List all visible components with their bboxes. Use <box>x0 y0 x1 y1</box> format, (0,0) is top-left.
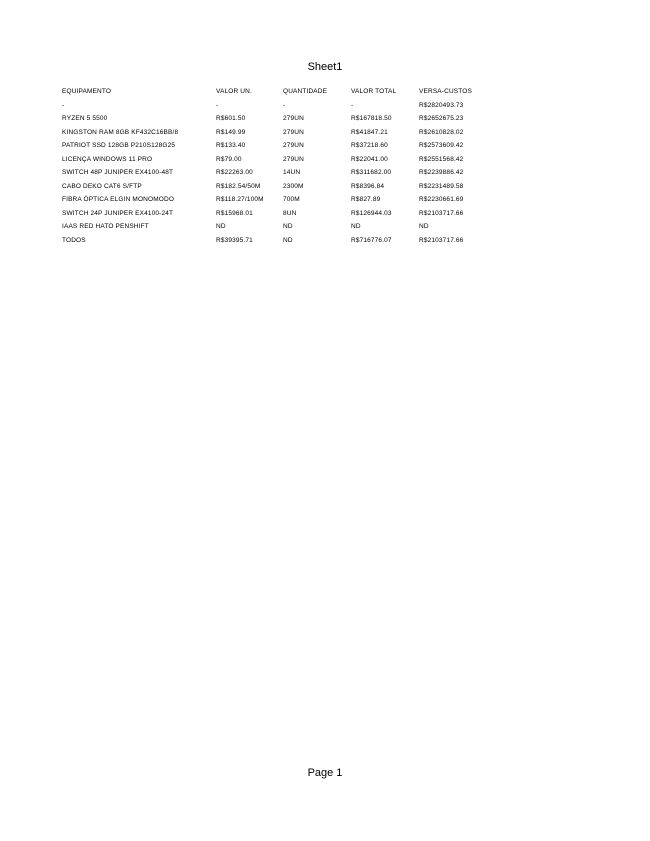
table-row <box>62 180 489 194</box>
cell-equipamento: SWITCH 48P JUNIPER EX4100-48T <box>62 169 174 177</box>
page-footer-label: Page 1 <box>307 767 343 779</box>
cell-versa-custos: R$2239886.42 <box>419 169 464 177</box>
cell-quantidade: 700M <box>283 196 300 204</box>
cell-equipamento: TODOS <box>62 236 86 244</box>
cell-versa-custos: R$2573609.42 <box>419 142 464 150</box>
table-row <box>62 193 489 207</box>
cell-valor-un: - <box>216 101 219 109</box>
spreadsheet-table <box>62 85 489 247</box>
cell-quantidade: 279UN <box>283 128 304 136</box>
cell-valor-un: R$133.40 <box>216 142 246 150</box>
cell-quantidade: ND <box>283 223 293 231</box>
cell-quantidade: ND <box>283 236 293 244</box>
table-row <box>62 139 489 153</box>
cell-versa-custos: R$2103717.66 <box>419 236 464 244</box>
table-row <box>62 166 489 180</box>
cell-versa-custos: ND <box>419 223 429 231</box>
cell-equipamento: SWITCH 24P JUNIPER EX4100-24T <box>62 209 174 217</box>
cell-valor-un: R$39395.71 <box>216 236 253 244</box>
cell-valor-total: R$827.89 <box>351 196 381 204</box>
table-body <box>62 99 489 248</box>
column-header-quantidade: QUANTIDADE <box>283 88 328 96</box>
cell-valor-total: R$311682.00 <box>351 169 392 177</box>
cell-valor-un: R$79.00 <box>216 155 242 163</box>
cell-equipamento: RYZEN 5 5500 <box>62 115 108 123</box>
cell-quantidade: 279UN <box>283 115 304 123</box>
cell-equipamento: CABO DEKO CAT6 S/FTP <box>62 182 142 190</box>
page-header-title: Sheet1 <box>307 61 343 73</box>
cell-valor-un: R$15968.01 <box>216 209 253 217</box>
cell-versa-custos: R$2610828.02 <box>419 128 464 136</box>
column-header-versa-custos: VERSA-CUSTOS <box>419 88 472 96</box>
cell-quantidade: - <box>283 101 286 109</box>
cell-equipamento: LICENÇA WINDOWS 11 PRO <box>62 155 153 163</box>
column-header-valor-un: VALOR UN. <box>216 88 252 96</box>
table-row <box>62 153 489 167</box>
table-row <box>62 234 489 248</box>
cell-valor-total: R$126944.03 <box>351 209 392 217</box>
column-header-valor-total: VALOR TOTAL <box>351 88 397 96</box>
cell-quantidade: 279UN <box>283 142 304 150</box>
column-header-equipamento: EQUIPAMENTO <box>62 88 112 96</box>
cell-equipamento: KINGSTON RAM 8GB KF432C16BB/8 <box>62 128 179 136</box>
cell-valor-un: R$22263.00 <box>216 169 253 177</box>
cell-versa-custos: R$2652675.23 <box>419 115 464 123</box>
cell-equipamento: IAAS RED HATO PENSHIFT <box>62 223 149 231</box>
cell-versa-custos: R$2551568.42 <box>419 155 464 163</box>
cell-quantidade: 8UN <box>283 209 297 217</box>
table-row <box>62 99 489 113</box>
cell-equipamento: - <box>62 101 65 109</box>
cell-quantidade: 2300M <box>283 182 304 190</box>
cell-versa-custos: R$2103717.66 <box>419 209 464 217</box>
cell-valor-total: R$22041.00 <box>351 155 388 163</box>
table-row <box>62 207 489 221</box>
cell-versa-custos: R$2230661.69 <box>419 196 464 204</box>
cell-equipamento: FIBRA ÓPTICA ELGIN MONOMODO <box>62 196 175 204</box>
table-row <box>62 220 489 234</box>
cell-valor-un: R$149.99 <box>216 128 246 136</box>
table-header-row <box>62 85 489 99</box>
cell-valor-total: R$41847.21 <box>351 128 388 136</box>
cell-valor-total: ND <box>351 223 361 231</box>
cell-valor-un: R$601.50 <box>216 115 246 123</box>
cell-quantidade: 279UN <box>283 155 304 163</box>
cell-valor-total: R$8396.84 <box>351 182 385 190</box>
cell-valor-un: R$118.27/100M <box>216 196 264 204</box>
cell-quantidade: 14UN <box>283 169 301 177</box>
cell-equipamento: PATRIOT SSD 128GB P210S128G25 <box>62 142 176 150</box>
cell-valor-un: ND <box>216 223 226 231</box>
table-row <box>62 112 489 126</box>
cell-valor-un: R$182.54/50M <box>216 182 261 190</box>
cell-versa-custos: R$2231489.58 <box>419 182 464 190</box>
cell-valor-total: R$716776.07 <box>351 236 392 244</box>
table-row <box>62 126 489 140</box>
cell-valor-total: - <box>351 101 354 109</box>
cell-valor-total: R$37218.60 <box>351 142 388 150</box>
cell-versa-custos: R$2820493.73 <box>419 101 464 109</box>
cell-valor-total: R$167818.50 <box>351 115 392 123</box>
